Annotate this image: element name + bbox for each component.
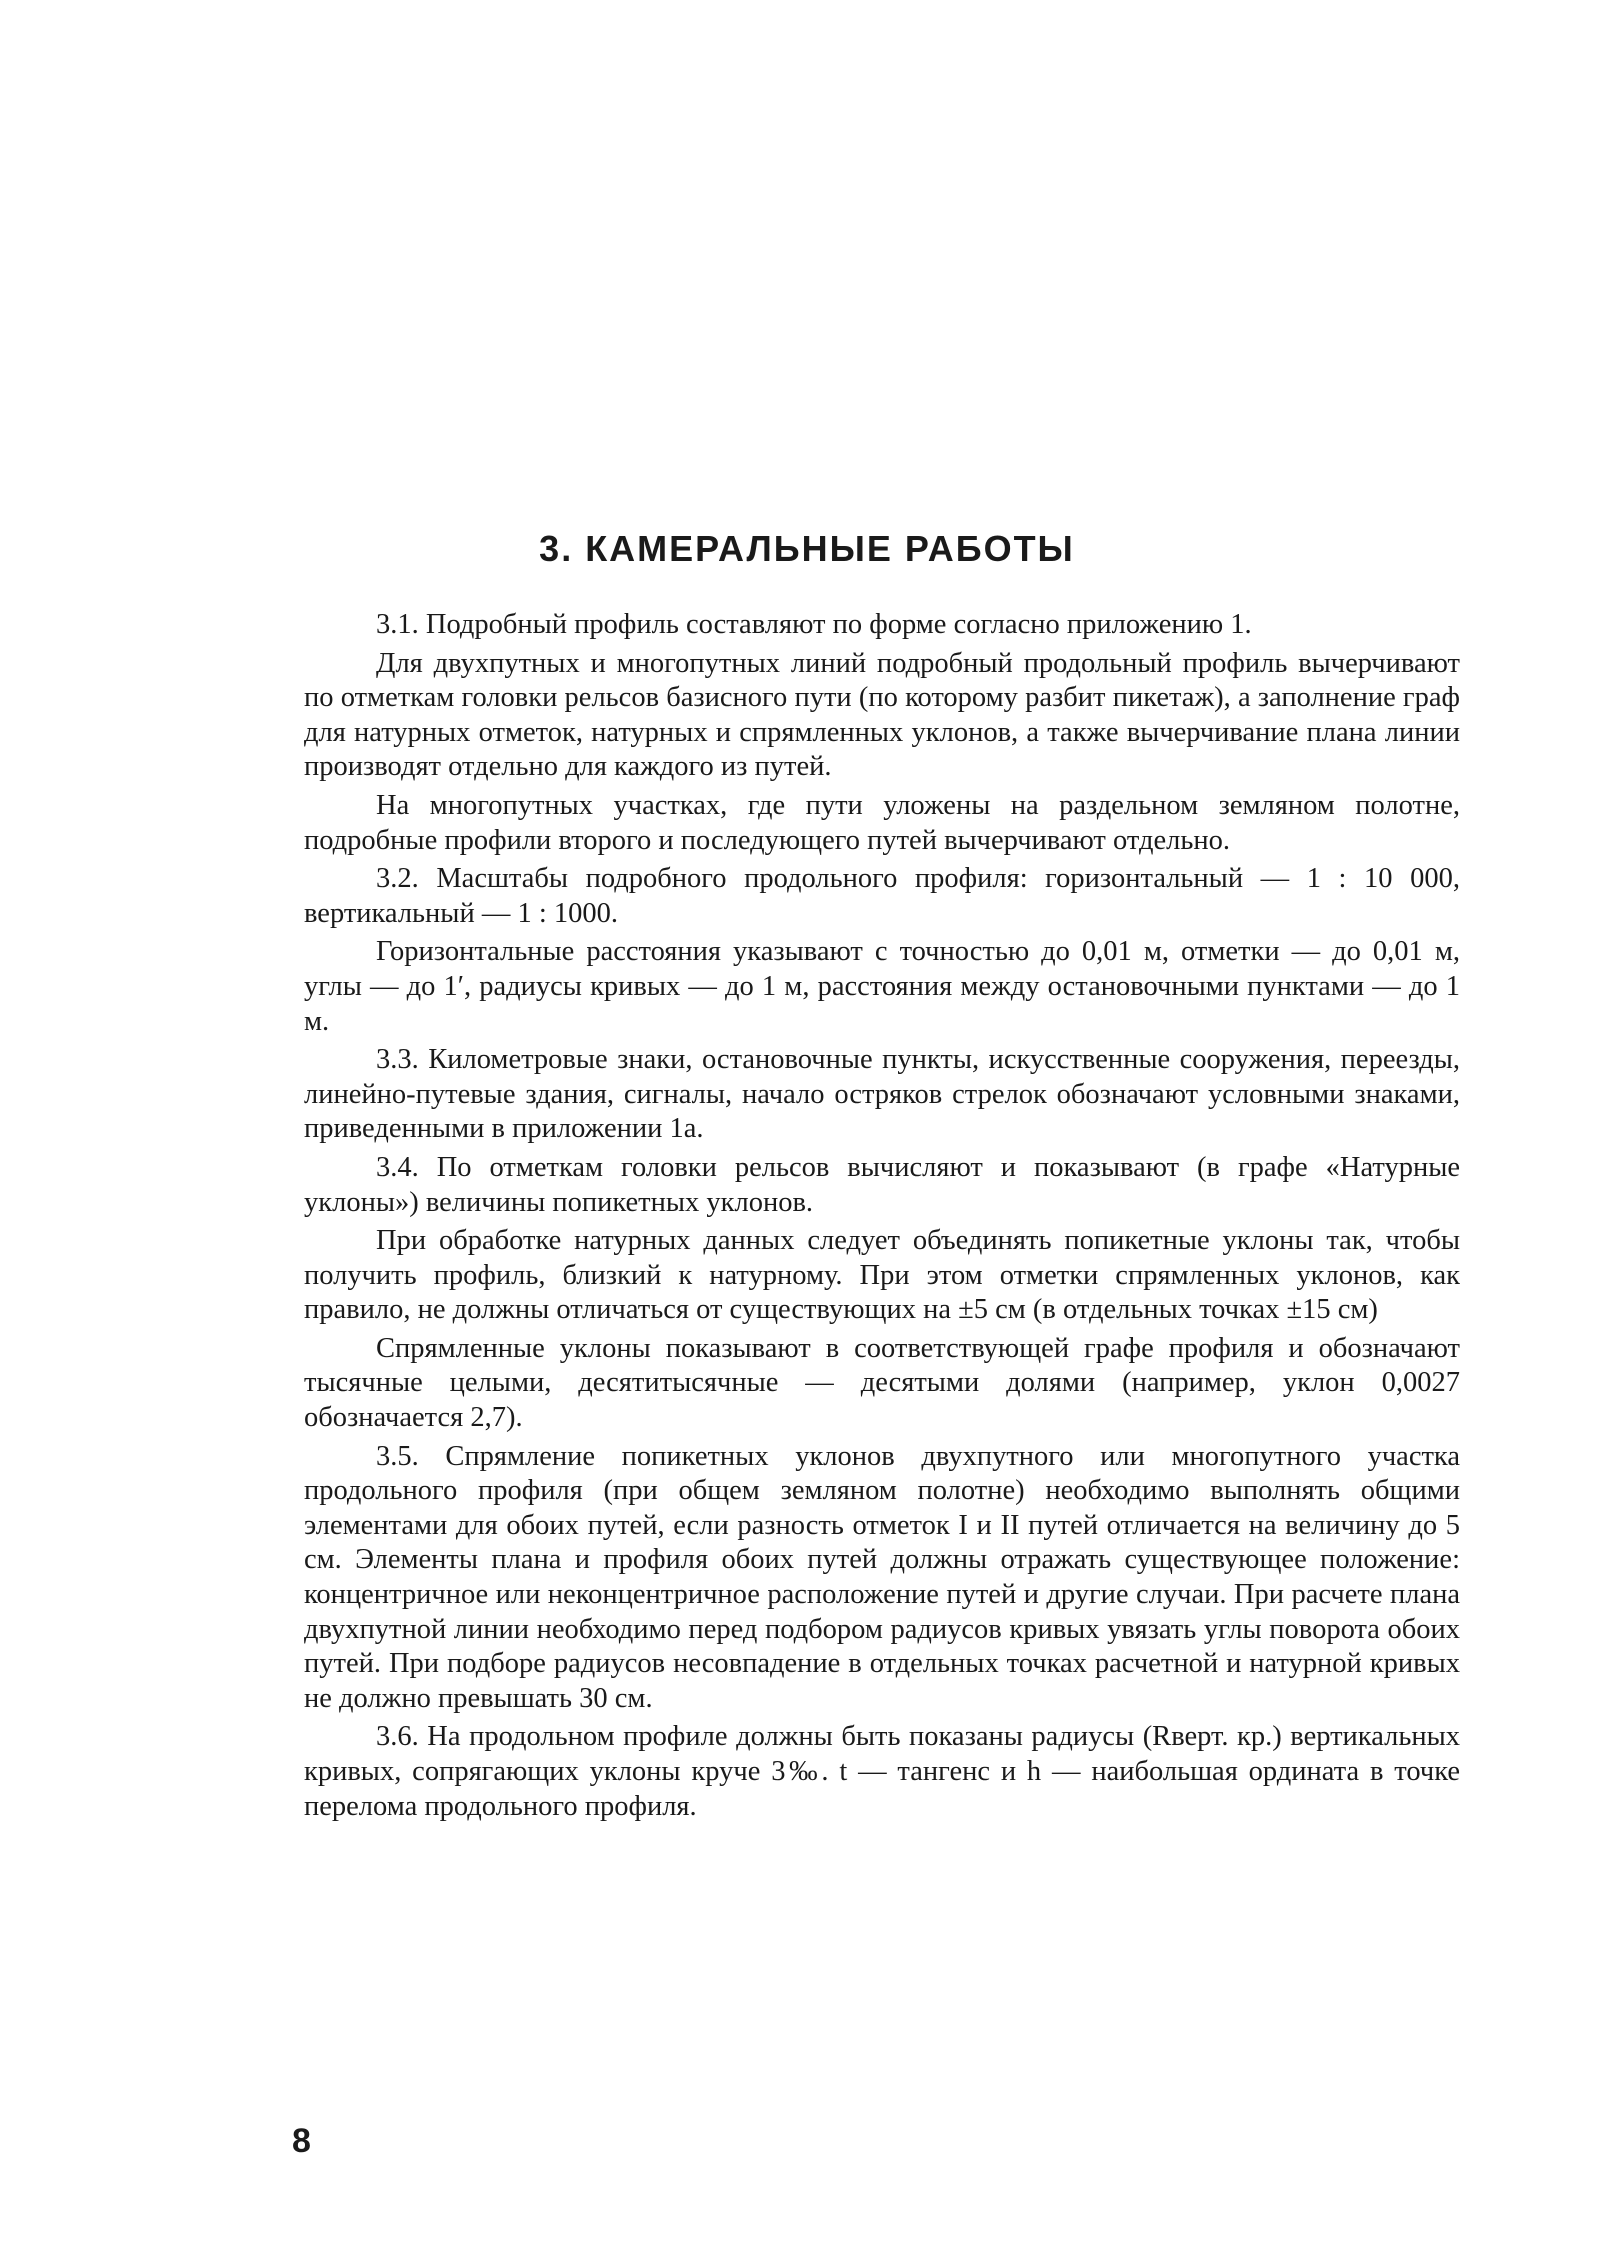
section-heading: 3. КАМЕРАЛЬНЫЕ РАБОТЫ	[539, 528, 1075, 569]
paragraph-3-3: 3.3. Километровые знаки, остановочные пункты, искусственные сооружения, переезды, линейно-путевые здания, сигналы, начало остряков стрелок обозначают условными знаками, приведенными в приложении 1а.	[304, 1044, 1460, 1145]
paragraph-3-1: 3.1. Подробный профиль составляют по форме согласно приложению 1.	[376, 609, 1252, 640]
paragraph-accuracy: Горизонтальные расстояния указывают с точностью до 0,01 м, отметки — до 0,01 м, углы — до 1′, радиусы кривых — до 1 м, расстояния между остановочными пунктами — до 1 м.	[304, 936, 1460, 1037]
paragraph-3-2: 3.2. Масштабы подробного продольного профиля: горизонтальный — 1 : 10 000, вертикальный — 1 : 1000.	[304, 863, 1460, 929]
paragraph-3-6: 3.6. На продольном профиле должны быть показаны радиусы (Rверт. кр.) вертикальных кривых, сопрягающих уклоны круче 3‰. t — тангенс и h — наибольшая ордината в точке перелома продольного профиля.	[304, 1721, 1460, 1822]
paragraph-3-4: 3.4. По отметкам головки рельсов вычисляют и показывают (в графе «Натурные уклоны») величины попикетных уклонов.	[304, 1151, 1460, 1218]
page-number: 8	[292, 2122, 311, 2160]
paragraph-3-5: 3.5. Спрямление попикетных уклонов двухпутного или многопутного участка продольного профиля (при общем земляном полотне) необходимо выполнять общими элементами для обоих путей, если разность отметок I и II путей отличается на величину до 5 см. Элементы плана и профиля обоих путей должны отражать существующее положение: концентричное или неконцентричное расположение путей и другие случаи. При расчете плана двухпутной линии необходимо перед подбором радиусов кривых увязать углы поворота обоих путей. При подборе радиусов несовпадение в отдельных точках расчетной и натурной кривых не должно превышать 30 см.	[304, 1440, 1460, 1714]
paragraph-separate-subgrade: На многопутных участках, где пути уложены на раздельном земляном полотне, подробные профили второго и последующего путей вычерчивают отдельно.	[304, 789, 1460, 856]
body-text	[304, 608, 1460, 1828]
paragraph-straightened-grades: Спрямленные уклоны показывают в соответствующей графе профиля и обозначают тысячные целыми, десятитысячные — десятыми долями (например, уклон 0,0027 обозначается 2,7).	[304, 1332, 1460, 1434]
paragraph-multitrack-profile: Для двухпутных и многопутных линий подробный продольный профиль вычерчивают по отметкам головки рельсов базисного пути (по которому разбит пикетаж), а заполнение граф для натурных отметок, натурных и спрямленных уклонов, а также вычерчивание плана линии производят отдельно для каждого из путей.	[304, 647, 1460, 783]
paragraph-processing: При обработке натурных данных следует объединять попикетные уклоны так, чтобы получить профиль, близкий к натурному. При этом отметки спрямленных уклонов, как правило, не должны отличаться от существующих на ±5 см (в отдельных точках ±15 см)	[304, 1225, 1460, 1326]
